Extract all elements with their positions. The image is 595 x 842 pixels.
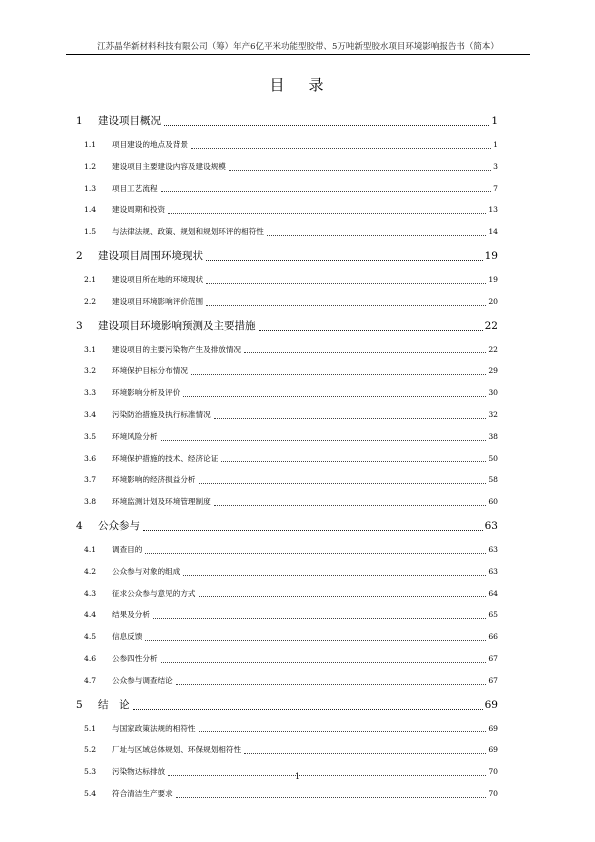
toc-dot-leader — [199, 596, 487, 597]
toc-entry-page: 30 — [488, 388, 498, 398]
toc-entry-page: 22 — [484, 319, 498, 332]
toc-entry-page: 69 — [488, 723, 498, 733]
toc-entry-number: 3.4 — [84, 409, 97, 419]
toc-entry-number: 2 — [76, 249, 83, 262]
toc-section-entry[interactable] — [76, 469, 498, 491]
toc-dot-leader — [168, 213, 486, 214]
page-title — [0, 74, 595, 95]
toc-dot-leader — [267, 235, 486, 236]
toc-dot-leader — [259, 330, 483, 331]
toc-entry-label: 污染物达标排放 — [112, 767, 166, 777]
toc-entry-page: 70 — [488, 788, 498, 798]
toc-entry-label: 公众参与调查结论 — [112, 675, 173, 685]
toc-entry-page: 63 — [488, 566, 498, 576]
toc-section-entry[interactable] — [76, 426, 498, 448]
toc-chapter-entry[interactable] — [76, 313, 498, 339]
toc-section-entry[interactable] — [76, 539, 498, 561]
toc-entry-page: 1 — [493, 140, 498, 149]
toc-dot-leader — [199, 483, 487, 484]
toc-entry-label: 环境影响分析及评价 — [112, 388, 181, 398]
toc-section-entry[interactable] — [76, 382, 498, 404]
toc-dot-leader — [214, 505, 487, 506]
toc-entry-label: 符合清洁生产要求 — [112, 788, 173, 798]
toc-entry-page: 1 — [491, 115, 498, 127]
toc-entry-number: 1 — [76, 115, 83, 127]
title-char-2: 录 — [308, 76, 326, 94]
toc-section-entry[interactable] — [76, 561, 498, 583]
toc-entry-page: 19 — [488, 274, 498, 284]
toc-entry-label: 建设项目概况 — [98, 115, 161, 127]
toc-entry-label: 结 论 — [98, 698, 130, 711]
toc-dot-leader — [206, 283, 486, 284]
toc-entry-label: 公参四性分析 — [112, 653, 158, 663]
toc-entry-number: 5.2 — [84, 745, 97, 755]
toc-chapter-entry[interactable] — [76, 513, 498, 539]
toc-entry-number: 3.3 — [84, 388, 97, 398]
toc-entry-label: 结果及分析 — [112, 610, 150, 620]
toc-entry-number: 3.1 — [84, 344, 97, 354]
toc-dot-leader — [191, 374, 486, 375]
toc-entry-page: 29 — [488, 366, 498, 376]
toc-entry-page: 70 — [488, 767, 498, 777]
toc-dot-leader — [183, 575, 486, 576]
toc-entry-label: 建设项目周围环境现状 — [98, 249, 203, 262]
toc-entry-page: 67 — [488, 675, 498, 685]
toc-entry-label: 项目建设的地点及背景 — [112, 140, 188, 149]
toc-entry-label: 征求公众参与意见的方式 — [112, 588, 196, 598]
toc-section-entry[interactable] — [76, 648, 498, 670]
toc-entry-number: 5.3 — [84, 767, 97, 777]
toc-entry-number: 4.1 — [84, 544, 97, 554]
toc-entry-number: 1.2 — [84, 161, 97, 171]
toc-entry-page: 60 — [488, 497, 498, 507]
toc-dot-leader — [133, 709, 483, 710]
toc-section-entry[interactable] — [76, 583, 498, 605]
toc-section-entry[interactable] — [76, 178, 498, 200]
toc-entry-page: 32 — [488, 409, 498, 419]
toc-chapter-entry[interactable] — [76, 243, 498, 269]
toc-chapter-entry[interactable] — [76, 108, 498, 134]
title-char-1: 目 — [269, 76, 287, 94]
toc-entry-number: 4 — [76, 519, 83, 532]
toc-entry-number: 2.1 — [84, 274, 97, 284]
toc-dot-leader — [176, 797, 487, 798]
toc-dot-leader — [221, 461, 486, 462]
toc-entry-page: 20 — [488, 296, 498, 306]
toc-section-entry[interactable] — [76, 360, 498, 382]
toc-entry-label: 与国家政策法规的相符性 — [112, 723, 196, 733]
toc-entry-number: 3.2 — [84, 366, 97, 376]
toc-dot-leader — [191, 148, 491, 149]
toc-entry-number: 5.4 — [84, 788, 97, 798]
toc-entry-label: 与法律法规、政策、规划和规划环评的相符性 — [112, 227, 264, 237]
toc-entry-number: 1.5 — [84, 227, 97, 237]
toc-entry-label: 环境影响的经济损益分析 — [112, 475, 196, 485]
toc-section-entry[interactable] — [76, 134, 498, 156]
toc-section-entry[interactable] — [76, 448, 498, 470]
toc-section-entry[interactable] — [76, 491, 498, 513]
toc-dot-leader — [229, 170, 491, 171]
running-header: 江苏晶华新材料科技有限公司（筹）年产6亿平米功能型胶带、5万吨新型胶水项目环境影响报告书（简本） — [97, 42, 499, 52]
toc-entry-number: 4.4 — [84, 610, 97, 620]
toc-section-entry[interactable] — [76, 404, 498, 426]
toc-section-entry[interactable] — [76, 199, 498, 221]
toc-entry-number: 3.7 — [84, 475, 97, 485]
page-number: 1 — [294, 772, 301, 781]
toc-entry-label: 调查目的 — [112, 544, 143, 554]
toc-entry-number: 1.1 — [84, 140, 97, 149]
toc-dot-leader — [214, 418, 487, 419]
toc-entry-page: 50 — [488, 453, 498, 463]
toc-entry-label: 环境保护措施的技术、经济论证 — [112, 453, 219, 463]
toc-section-entry[interactable] — [76, 269, 498, 291]
toc-entry-page: 3 — [493, 161, 498, 171]
toc-entry-page: 63 — [488, 544, 498, 554]
toc-entry-number: 3.6 — [84, 453, 97, 463]
toc-dot-leader — [143, 530, 483, 531]
toc-dot-leader — [161, 662, 487, 663]
toc-entry-number: 1.3 — [84, 183, 97, 193]
toc-entry-page: 22 — [488, 344, 498, 354]
toc-entry-page: 58 — [488, 475, 498, 485]
toc-entry-number: 4.7 — [84, 675, 97, 685]
toc-entry-number: 5 — [76, 698, 83, 711]
toc-dot-leader — [145, 640, 486, 641]
toc-entry-label: 环境保护目标分布情况 — [112, 366, 188, 376]
toc-entry-label: 项目工艺流程 — [112, 183, 158, 193]
toc-entry-number: 4.2 — [84, 566, 97, 576]
toc-dot-leader — [164, 125, 489, 126]
toc-dot-leader — [206, 305, 486, 306]
toc-entry-number: 2.2 — [84, 296, 97, 306]
toc-entry-label: 建设项目环境影响预测及主要措施 — [98, 319, 256, 332]
toc-entry-label: 建设周期和投资 — [112, 205, 166, 215]
toc-section-entry[interactable] — [76, 156, 498, 178]
toc-entry-number: 4.3 — [84, 588, 97, 598]
toc-entry-label: 厂址与区域总体规划、环保规划相符性 — [112, 745, 242, 755]
toc-dot-leader — [244, 352, 486, 353]
toc-entry-page: 14 — [488, 227, 498, 237]
toc-entry-number: 3.5 — [84, 431, 97, 441]
toc-section-entry[interactable] — [76, 626, 498, 648]
toc-entry-label: 建设项目所在地的环境现状 — [112, 274, 204, 284]
toc-entry-label: 建设项目环境影响评价范围 — [112, 296, 204, 306]
toc-dot-leader — [199, 731, 487, 732]
toc-section-entry[interactable] — [76, 604, 498, 626]
toc-section-entry[interactable] — [76, 739, 498, 761]
toc-entry-page: 65 — [488, 610, 498, 620]
toc-section-entry[interactable] — [76, 339, 498, 361]
toc-section-entry[interactable] — [76, 291, 498, 313]
toc-entry-label: 建设项目的主要污染物产生及排放情况 — [112, 344, 242, 354]
toc-entry-number: 5.1 — [84, 723, 97, 733]
toc-entry-label: 建设项目主要建设内容及建设规模 — [112, 161, 226, 171]
toc-entry-label: 公众参与 — [98, 519, 140, 532]
toc-dot-leader — [161, 440, 487, 441]
toc-entry-label: 公众参与对象的组成 — [112, 566, 181, 576]
table-of-contents — [76, 108, 498, 805]
toc-entry-page: 66 — [488, 632, 498, 642]
toc-entry-label: 环境风险分析 — [112, 431, 158, 441]
header-rule — [66, 54, 530, 55]
toc-dot-leader — [161, 191, 492, 192]
toc-entry-label: 信息反馈 — [112, 632, 143, 642]
toc-entry-page: 63 — [484, 519, 498, 532]
toc-section-entry[interactable] — [76, 718, 498, 740]
toc-section-entry[interactable] — [76, 670, 498, 692]
toc-entry-page: 64 — [488, 588, 498, 598]
toc-entry-page: 13 — [488, 205, 498, 215]
toc-entry-number: 3 — [76, 319, 83, 332]
toc-dot-leader — [183, 396, 486, 397]
toc-entry-number: 4.6 — [84, 653, 97, 663]
toc-section-entry[interactable] — [76, 221, 498, 243]
toc-entry-number: 1.4 — [84, 205, 97, 215]
toc-entry-page: 69 — [488, 745, 498, 755]
toc-dot-leader — [206, 260, 483, 261]
toc-dot-leader — [176, 684, 487, 685]
toc-entry-number: 3.8 — [84, 497, 97, 507]
toc-entry-number: 4.5 — [84, 632, 97, 642]
toc-chapter-entry[interactable] — [76, 692, 498, 718]
toc-entry-label: 污染防治措施及执行标准情况 — [112, 409, 211, 419]
toc-entry-page: 67 — [488, 653, 498, 663]
toc-dot-leader — [244, 753, 486, 754]
toc-dot-leader — [153, 618, 486, 619]
toc-entry-label: 环境监测计划及环境管理制度 — [112, 497, 211, 507]
toc-entry-page: 38 — [488, 431, 498, 441]
toc-entry-page: 7 — [493, 183, 498, 193]
toc-entry-page: 19 — [484, 249, 498, 262]
toc-entry-page: 69 — [484, 698, 498, 711]
toc-dot-leader — [145, 553, 486, 554]
toc-section-entry[interactable] — [76, 783, 498, 805]
